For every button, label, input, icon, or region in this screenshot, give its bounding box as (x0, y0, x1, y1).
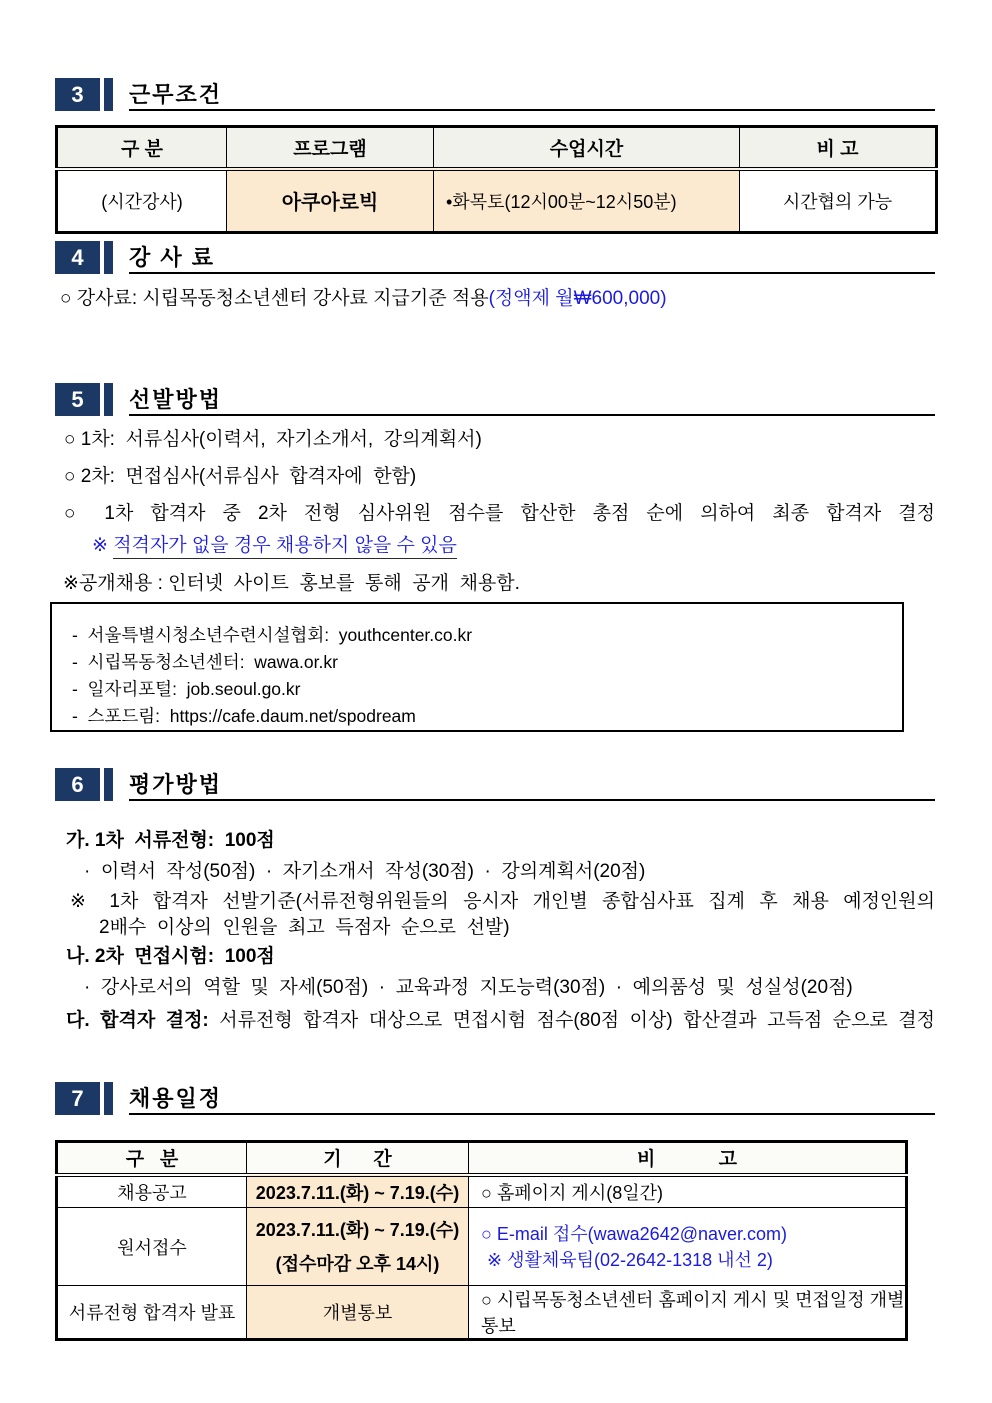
section-title: 강 사 료 (129, 241, 935, 274)
note-underlined-text: 적격자가 없을 경우 채용하지 않을 수 있음 (113, 535, 457, 559)
table-row-application (57, 1208, 907, 1286)
recruitment-sites-box (50, 602, 904, 732)
recruitment-schedule-table (55, 1140, 908, 1341)
column-header-period: 기 간 (247, 1142, 469, 1175)
cell-program: 아쿠아로빅 (227, 169, 434, 233)
badge-strip (104, 78, 113, 111)
section-header-working-conditions (55, 78, 935, 111)
badge-strip (104, 768, 113, 801)
column-header-category: 구 분 (57, 1142, 247, 1175)
section-number-badge: 6 (55, 768, 100, 801)
remark-phone: ※ 생활체육팀(02-2642-1318 내선 2) (487, 1249, 773, 1270)
note-prefix: ※ (92, 535, 114, 556)
column-header-remarks: 비 고 (469, 1142, 907, 1175)
table-row-result-announcement (57, 1286, 907, 1340)
cell-category: 채용공고 (57, 1175, 247, 1208)
cell-remarks: 시간협의 가능 (740, 169, 937, 233)
selection-bullet-3: ○ 1차 합격자 중 2차 전형 심사위원 점수를 합산한 총점 순에 의하여 최종 합격자 결정 (64, 503, 935, 524)
period-deadline: (접수마감 오후 14시) (275, 1253, 440, 1274)
selection-bullet-1: ○ 1차: 서류심사(이력서, 자기소개서, 강의계획서) (64, 429, 482, 450)
badge-strip (104, 1082, 113, 1115)
eval-first-round-title: 가. 1차 서류전형: 100점 (66, 830, 275, 851)
fee-line (60, 287, 667, 311)
cell-remarks (469, 1208, 907, 1286)
column-header-class-time: 수업시간 (434, 127, 740, 169)
table-header-row (57, 127, 937, 169)
cell-period: 2023.7.11.(화) ~ 7.19.(수) (247, 1175, 469, 1208)
section-header-selection-method (55, 383, 935, 416)
cell-class-time: •화목토(12시00분~12시50분) (434, 169, 740, 233)
fee-text: ○ 강사료: 시립목동청소년센터 강사료 지급기준 적용 (60, 288, 489, 309)
period-dates: 2023.7.11.(화) ~ 7.19.(수) (255, 1219, 460, 1240)
section-header-evaluation-method (55, 768, 935, 801)
section-number-badge: 3 (55, 78, 100, 111)
cell-category: 원서접수 (57, 1208, 247, 1286)
eval-final-decision-line (66, 1009, 935, 1033)
cell-remarks: ○ 홈페이지 게시(8일간) (469, 1175, 907, 1208)
section-number-badge: 7 (55, 1082, 100, 1115)
selection-bullet-2: ○ 2차: 면접심사(서류심사 합격자에 한함) (64, 466, 417, 487)
table-row (57, 169, 937, 233)
section-number-badge: 4 (55, 241, 100, 274)
badge-strip (104, 241, 113, 274)
badge-strip (104, 383, 113, 416)
section-header-recruitment-schedule (55, 1082, 935, 1115)
cell-category: 서류전형 합격자 발표 (57, 1286, 247, 1340)
eval-final-decision-title: 다. 합격자 결정: (66, 1010, 209, 1031)
cell-period (247, 1208, 469, 1286)
eval-second-round-detail: · 강사로서의 역할 및 자세(50점) · 교육과정 지도능력(30점) · 예의품성 및 성실성(20점) (84, 977, 853, 998)
section-header-instructor-fee (55, 241, 935, 274)
eval-first-round-note-line2: 2배수 이상의 인원을 최고 득점자 순으로 선발) (99, 917, 510, 938)
column-header-program: 프로그램 (227, 127, 434, 169)
eval-second-round-title: 나. 2차 면접시험: 100점 (66, 946, 275, 967)
section-title: 평가방법 (129, 768, 935, 801)
cell-remarks: ○ 시립목동청소년센터 홈페이지 게시 및 면접일정 개별통보 (469, 1286, 907, 1340)
open-recruitment-note: ※공개채용 : 인터넷 사이트 홍보를 통해 공개 채용함. (63, 573, 520, 594)
section-title: 채용일정 (129, 1082, 935, 1115)
table-header-row (57, 1142, 907, 1175)
table-row-announcement (57, 1175, 907, 1208)
working-conditions-table (55, 125, 938, 234)
section-title: 근무조건 (129, 78, 935, 111)
eval-final-decision-detail: 서류전형 합격자 대상으로 면접시험 점수(80점 이상) 합산결과 고득점 순으로 결정 (219, 1010, 935, 1031)
remark-email: ○ E-mail 접수(wawa2642@naver.com) (481, 1223, 788, 1244)
fee-amount: (정액제 월₩600,000) (488, 288, 667, 309)
cell-category: (시간강사) (57, 169, 227, 233)
cell-period: 개별통보 (247, 1286, 469, 1340)
eval-first-round-note-line1: ※ 1차 합격자 선발기준(서류전형위원들의 응시자 개인별 종합심사표 집계 후 채용 예정인원의 (70, 891, 935, 912)
column-header-category: 구 분 (57, 127, 227, 169)
section-title: 선발방법 (129, 383, 935, 416)
site-line-spodream: - 스포드림: https://cafe.daum.net/spodream (72, 706, 416, 726)
eval-first-round-detail: · 이력서 작성(50점) · 자기소개서 작성(30점) · 강의계획서(20점) (84, 861, 646, 882)
column-header-remarks: 비 고 (740, 127, 937, 169)
site-line-wawa: - 시립목동청소년센터: wawa.or.kr (72, 652, 338, 672)
site-line-youthcenter: - 서울특별시청소년수련시설협회: youthcenter.co.kr (72, 625, 473, 645)
selection-note (92, 534, 457, 558)
site-line-job-seoul: - 일자리포털: job.seoul.go.kr (72, 679, 301, 699)
section-number-badge: 5 (55, 383, 100, 416)
